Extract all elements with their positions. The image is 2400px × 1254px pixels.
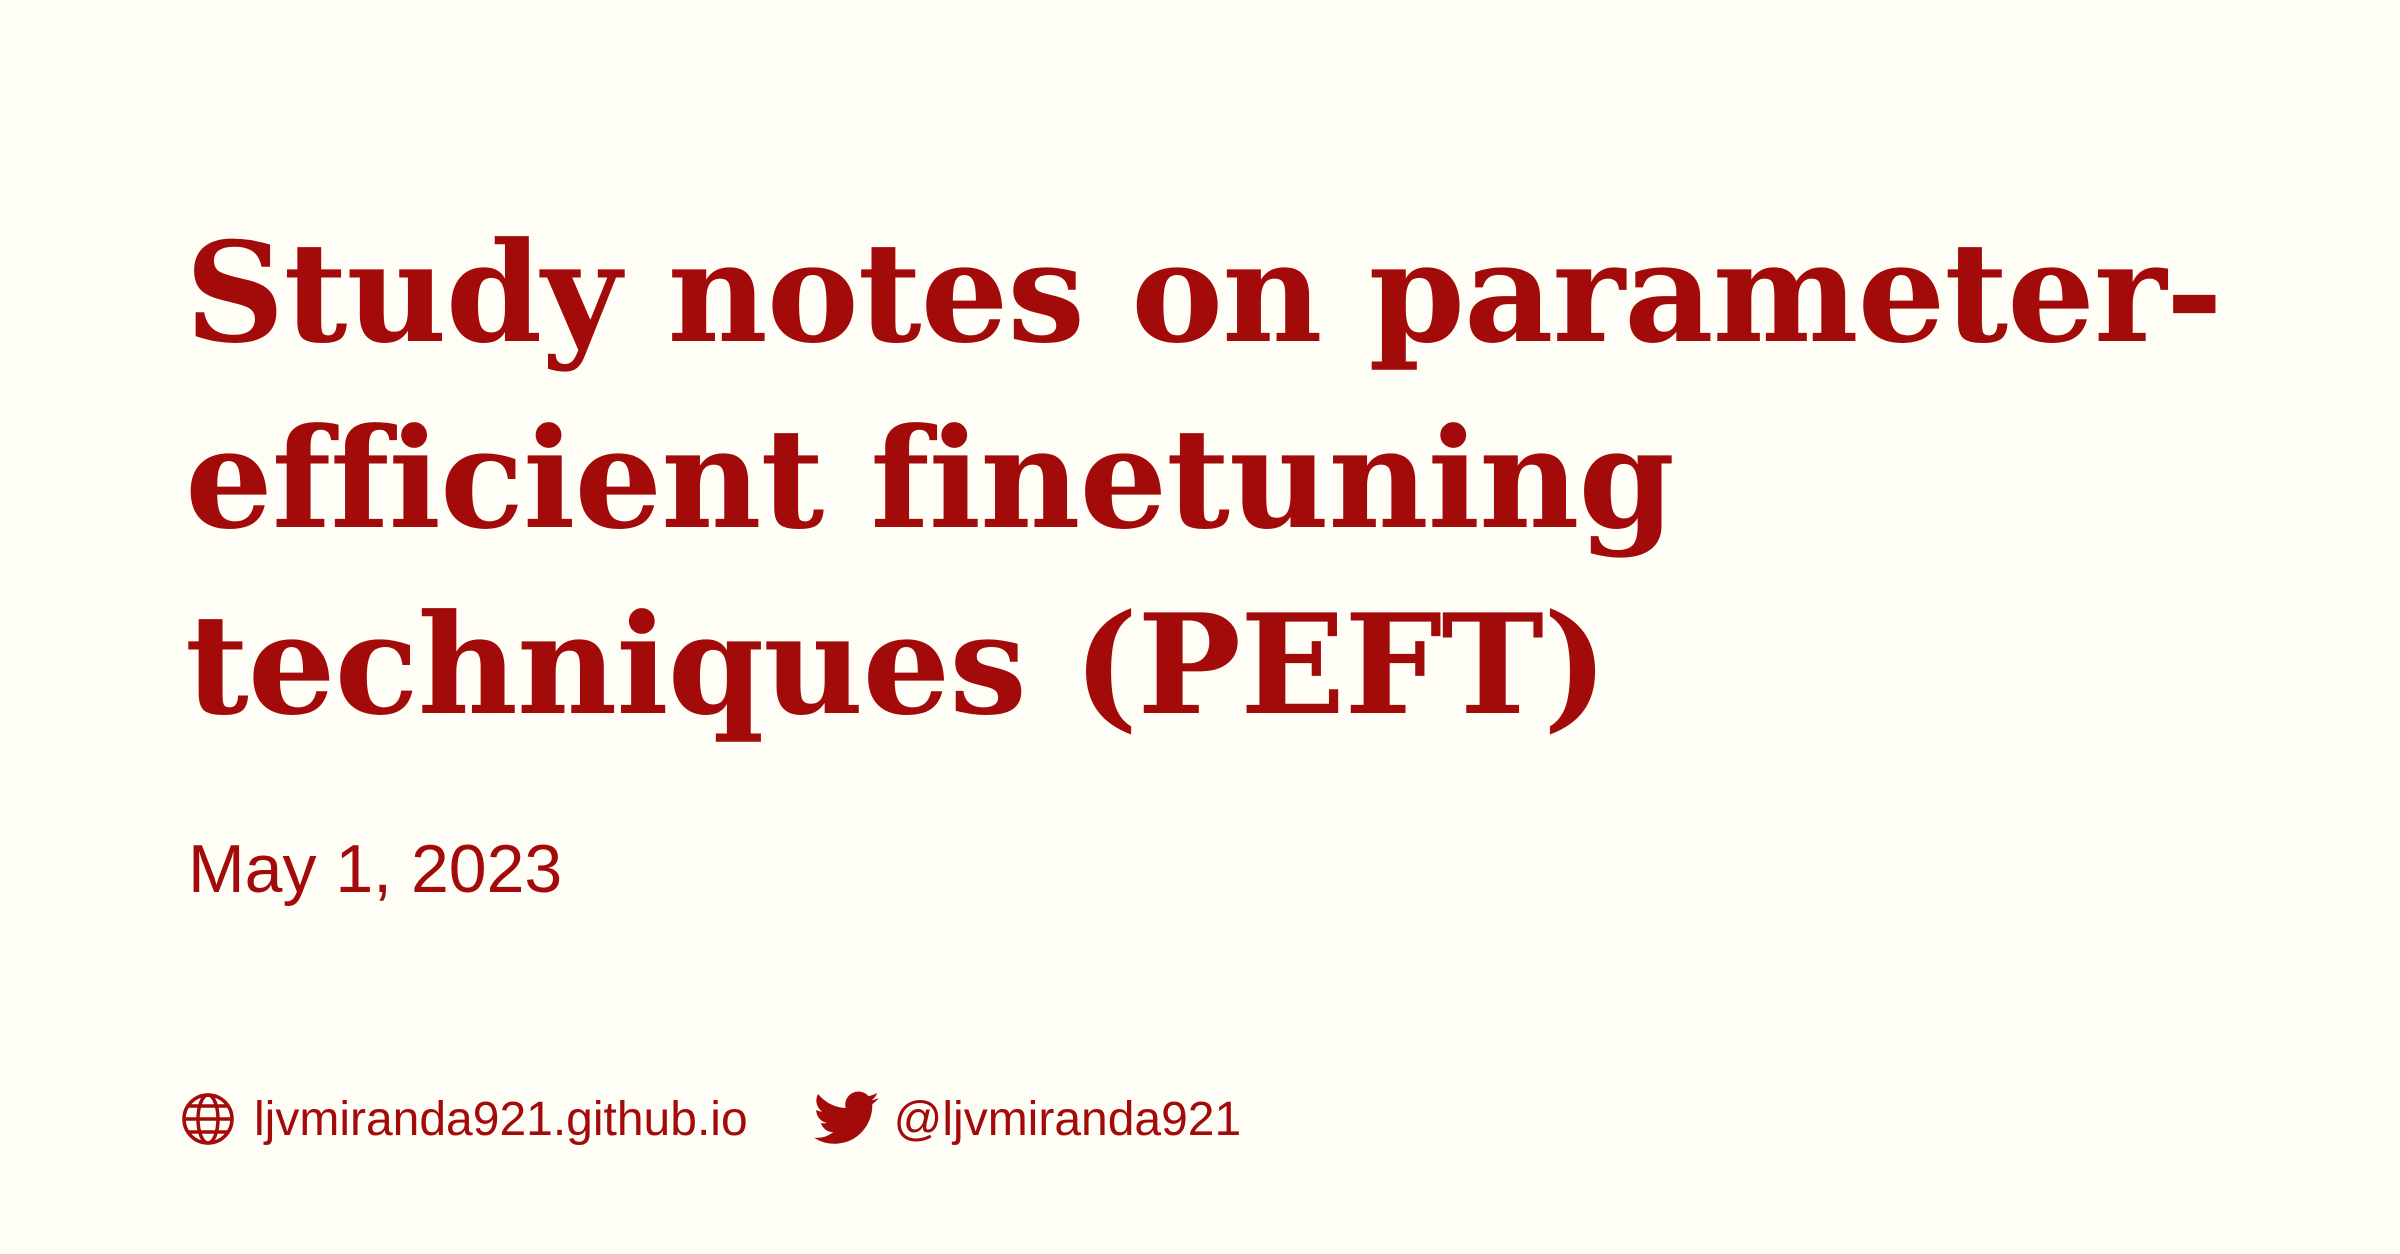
footer: [180, 1084, 1241, 1154]
twitter-handle: @ljvmiranda921: [893, 1092, 1242, 1146]
globe-icon: [180, 1091, 236, 1147]
twitter-icon: [814, 1091, 880, 1147]
website-link[interactable]: [180, 1091, 748, 1147]
post-title: Study notes on parameter-efficient finetuning techniques (PEFT): [185, 211, 2222, 746]
twitter-link[interactable]: [814, 1091, 1242, 1147]
website-label: ljvmiranda921.github.io: [254, 1092, 748, 1146]
post-date: May 1, 2023: [188, 831, 563, 907]
